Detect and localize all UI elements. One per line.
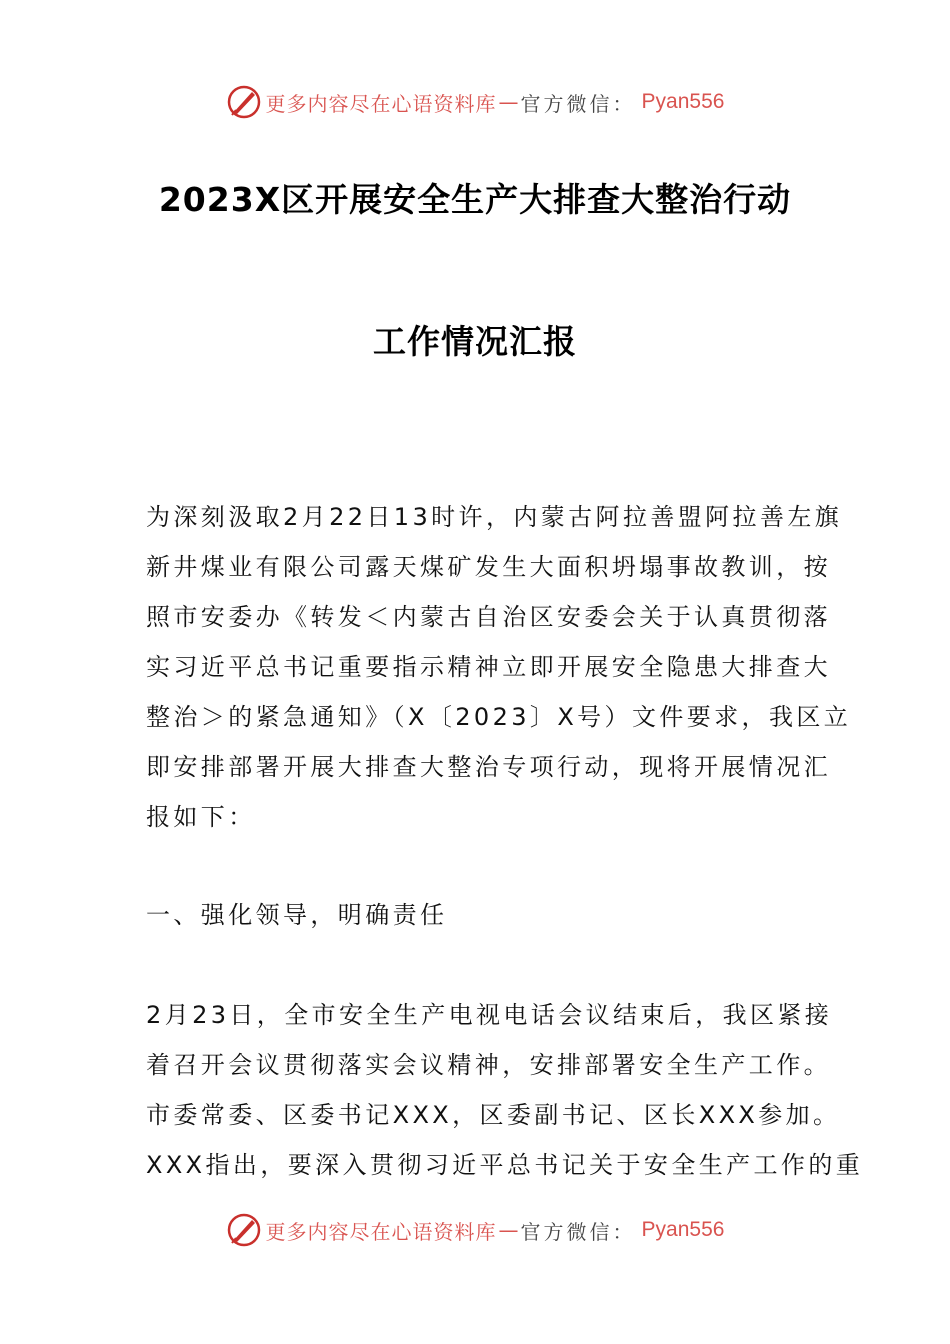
text-line: 报如下： [146,803,256,831]
quill-pen-icon [226,84,262,120]
paragraph-meeting [146,990,864,1190]
text-line: 为深刻汲取2月22日13时许，内蒙古阿拉善盟阿拉善左旗 [146,503,843,531]
text-line: 照市安委办《转发＜内蒙古自治区安委会关于认真贯彻落 [146,603,831,631]
text-line: 整治＞的紧急通知》（X〔2023〕X号）文件要求，我区立 [146,703,852,731]
text-line: 实习近平总书记重要指示精神立即开展安全隐患大排查大 [146,653,831,681]
banner-brand: 更多内容尽在心语资料库 [265,91,497,116]
banner-wechat-id: Pyan556 [641,1218,725,1241]
banner-dash: — [498,1218,519,1242]
text-line: 着召开会议贯彻落实会议精神，安排部署安全生产工作。 [146,1051,831,1079]
section-heading-text: 一、强化领导，明确责任 [146,901,448,929]
text-line: 市委常委、区委书记XXX，区委副书记、区长XXX参加。 [146,1101,841,1129]
section-heading [146,890,806,940]
header-banner [0,82,950,122]
banner-wechat-id: Pyan556 [641,90,725,113]
quill-pen-icon [226,1212,262,1248]
banner-wechat-label: 官方微信： [520,1219,636,1244]
text-line: XXX指出，要深入贯彻习近平总书记关于安全生产工作的重 [146,1151,864,1179]
banner-brand: 更多内容尽在心语资料库 [265,1219,497,1244]
banner-dash: — [498,90,519,114]
footer-banner [0,1210,950,1250]
document-title-line1: 2023X区开展安全生产大排查大整治行动 [158,180,792,219]
text-line: 即安排部署开展大排查大整治专项行动，现将开展情况汇 [146,753,831,781]
paragraph-intro [146,492,852,842]
document-title-line2: 工作情况汇报 [373,322,577,361]
text-line: 新井煤业有限公司露天煤矿发生大面积坍塌事故教训，按 [146,553,831,581]
banner-wechat-label: 官方微信： [520,91,636,116]
text-line: 2月23日，全市安全生产电视电话会议结束后，我区紧接 [146,1001,833,1029]
